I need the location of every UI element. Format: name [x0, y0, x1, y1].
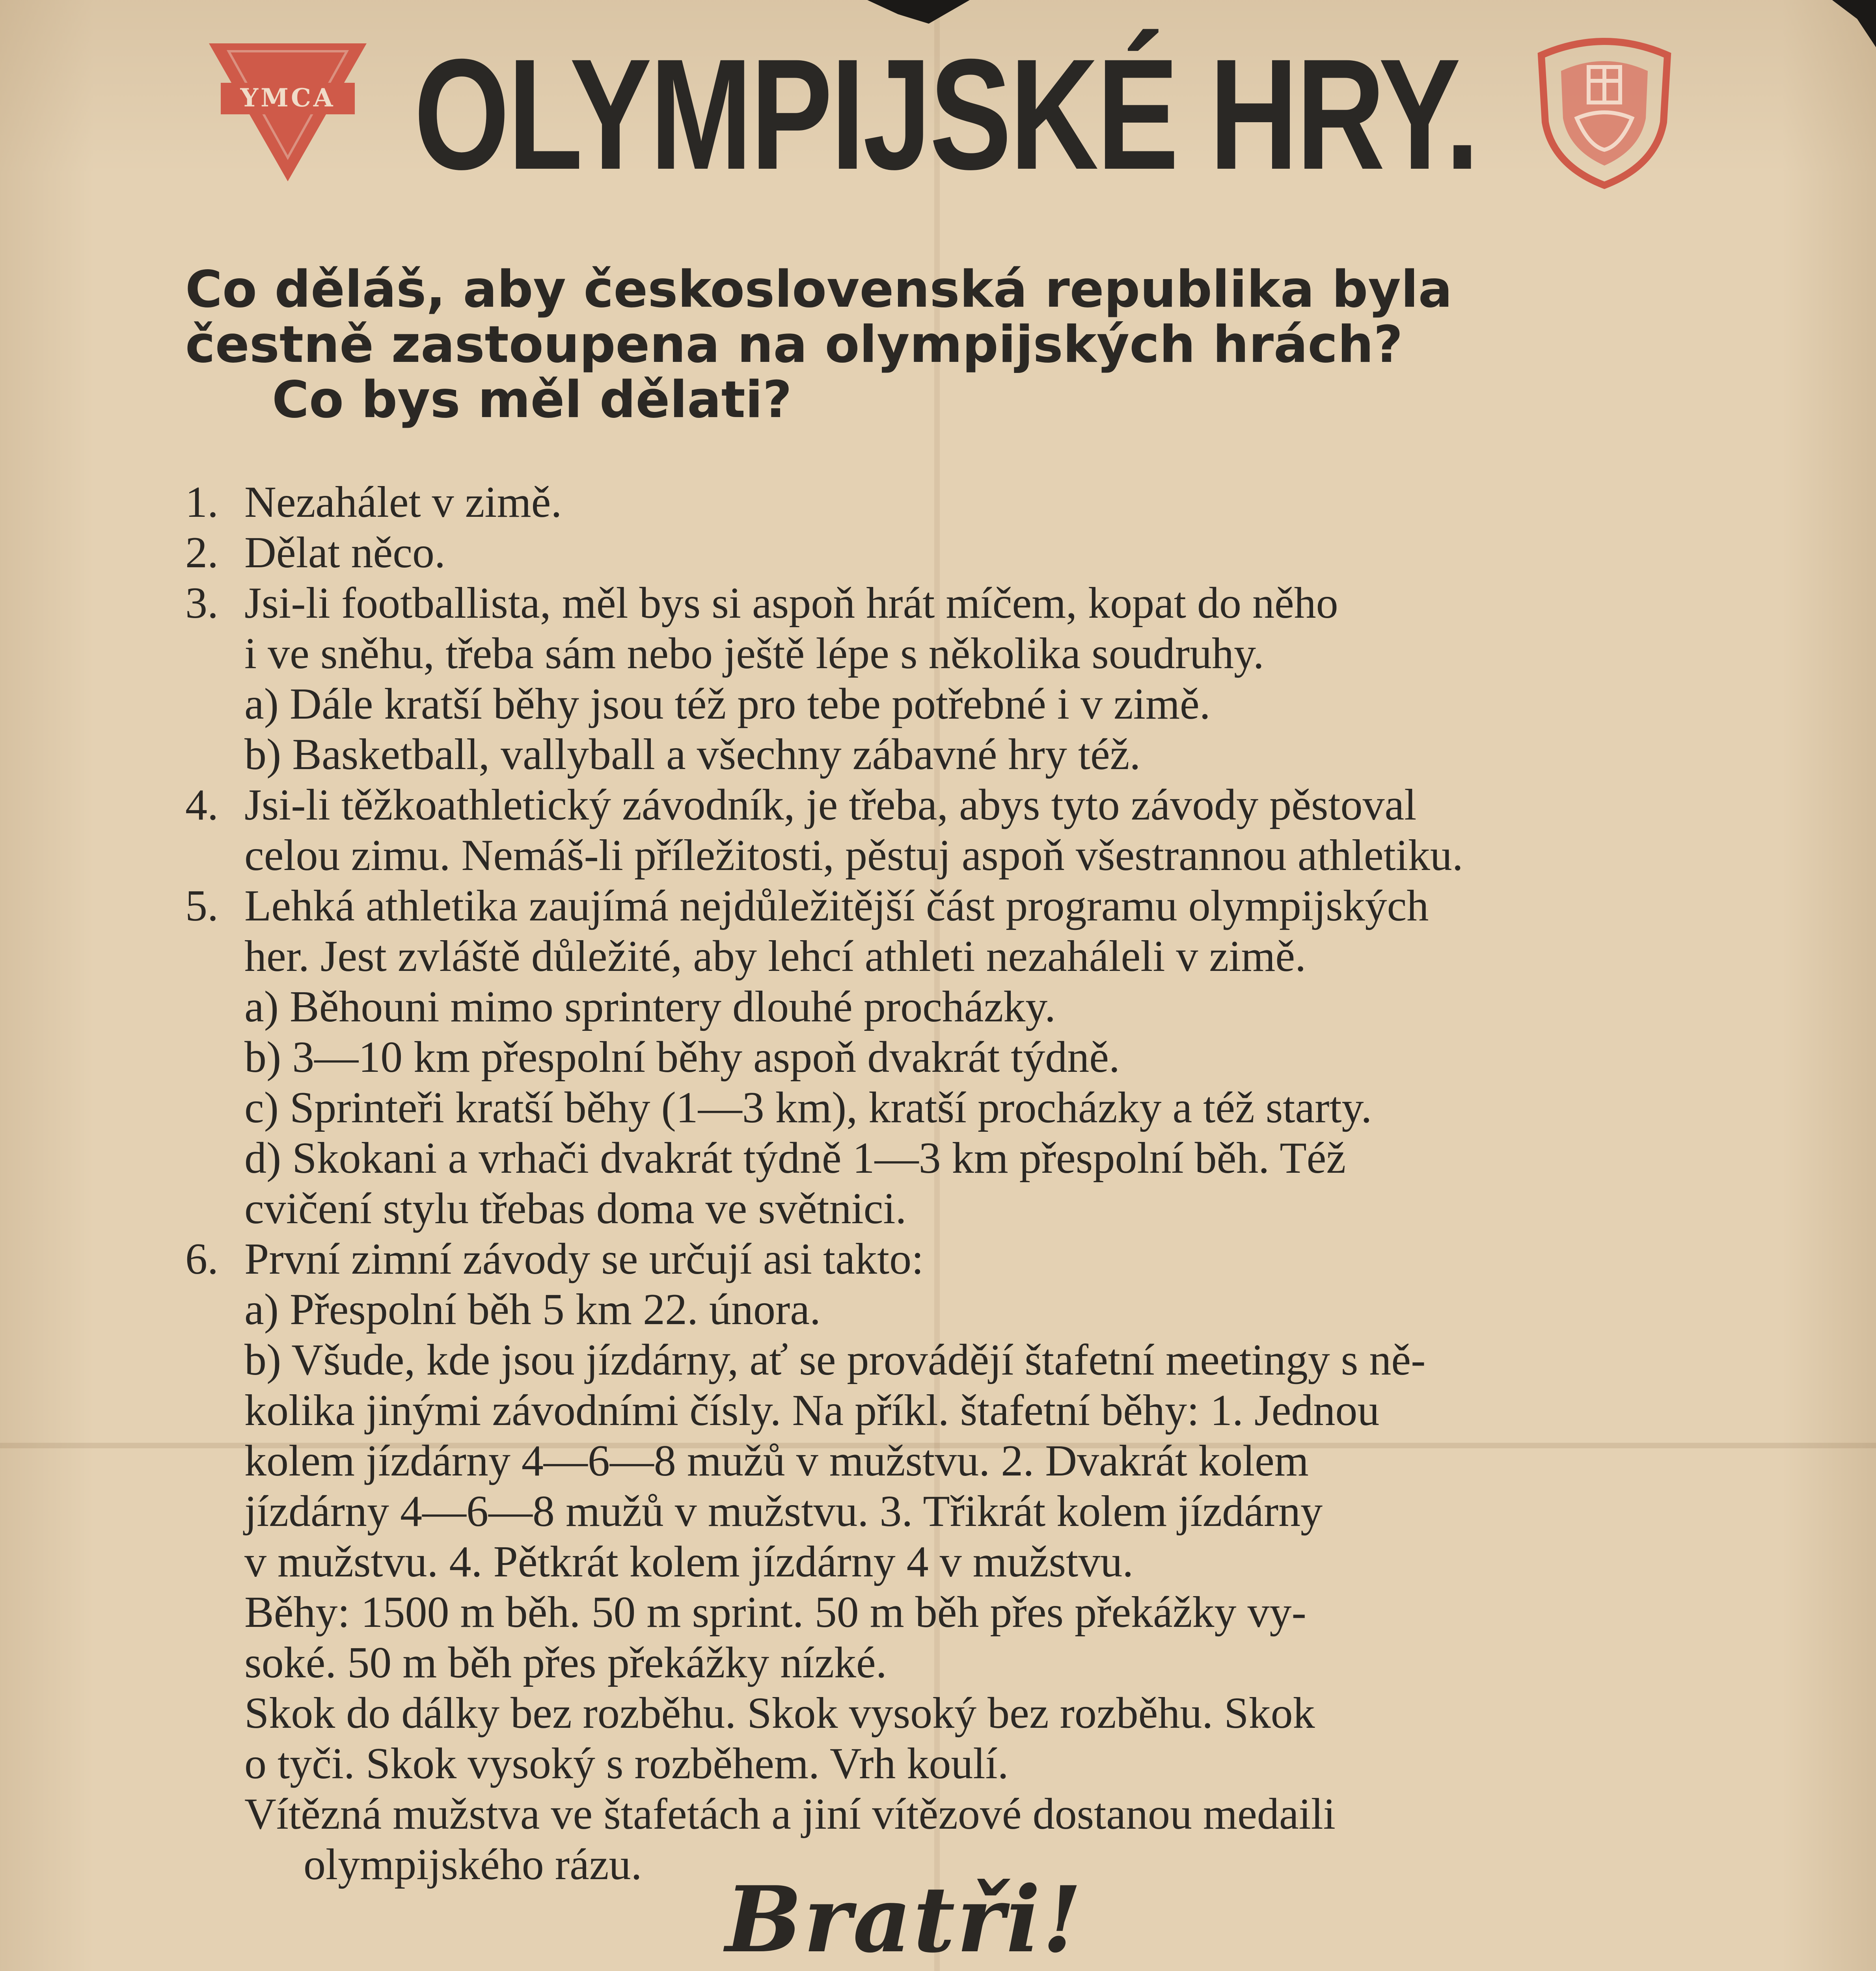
item-line: Nezahálet v zimě.: [244, 478, 562, 527]
czechoslovak-crest-icon: [1529, 32, 1679, 189]
item-line: o tyči. Skok vysoký s rozběhem. Vrh koulí.: [244, 1739, 1009, 1788]
item-line: kolem jízdárny 4—6—8 mužů v mužstvu. 2. Dvakrát kolem: [244, 1436, 1309, 1485]
item-line: celou zimu. Nemáš-li příležitosti, pěstuj aspoň všestrannou athletiku.: [244, 831, 1463, 880]
item-line: cvičení stylu třebas doma ve světnici.: [244, 1184, 907, 1233]
item-line: v mužstvu. 4. Pětkrát kolem jízdárny 4 v mužstvu.: [244, 1537, 1134, 1586]
page-title: OLYMPIJSKÉ HRY.: [414, 26, 1478, 202]
item-number: 2.: [185, 528, 218, 577]
question-line: Co děláš, aby československá republika byla: [185, 260, 1453, 319]
item-line: Jsi-li footballista, měl bys si aspoň hrát míčem, kopat do něho: [244, 579, 1338, 628]
item-number: 4.: [185, 781, 218, 829]
item-number: 5.: [185, 881, 218, 930]
item-line: a) Dále kratší běhy jsou též pro tebe potřebné i v zimě.: [244, 680, 1211, 728]
ymca-logo-text: YMCA: [240, 83, 335, 113]
question-line: Co bys měl dělati?: [272, 371, 792, 429]
item-line: olympijského rázu.: [304, 1840, 642, 1889]
question-line: čestně zastoupena na olympijských hrách?: [185, 315, 1403, 374]
item-line: Jsi-li těžkoathletický závodník, je třeba, abys tyto závody pěstoval: [244, 781, 1417, 829]
item-line: c) Sprinteři kratší běhy (1—3 km), kratší procházky a též starty.: [244, 1083, 1372, 1132]
item-line: b) 3—10 km přespolní běhy aspoň dvakrát týdně.: [244, 1033, 1120, 1082]
item-line: her. Jest zvláště důležité, aby lehcí athleti nezaháleli v zimě.: [244, 932, 1306, 981]
item-line: i ve sněhu, třeba sám nebo ještě lépe s několika soudruhy.: [244, 629, 1264, 678]
item-line: První zimní závody se určují asi takto:: [244, 1235, 924, 1284]
item-line: soké. 50 m běh přes překážky nízké.: [244, 1638, 887, 1687]
item-number: 6.: [185, 1235, 218, 1284]
item-line: Dělat něco.: [244, 528, 445, 577]
item-line: b) Basketball, vallyball a všechny zábavné hry též.: [244, 730, 1141, 779]
item-line: Lehká athletika zaujímá nejdůležitější část programu olympijských: [244, 881, 1429, 930]
item-number: 3.: [185, 579, 218, 628]
item-line: a) Přespolní běh 5 km 22. února.: [244, 1285, 821, 1334]
item-line: Skok do dálky bez rozběhu. Skok vysoký bez rozběhu. Skok: [244, 1689, 1315, 1738]
ymca-logo: [205, 39, 371, 189]
item-number: 1.: [185, 478, 218, 527]
item-line: b) Všude, kde jsou jízdárny, ať se provádějí štafetní meetingy s ně-: [244, 1336, 1426, 1384]
item-line: jízdárny 4—6—8 mužů v mužstvu. 3. Třikrát kolem jízdárny: [244, 1487, 1323, 1536]
instructions-list: [185, 477, 1667, 1889]
appeal-heading: Bratři!: [725, 1867, 1084, 1971]
item-line: Vítězná mužstva ve štafetách a jiní vítězové dostanou medaili: [244, 1790, 1336, 1839]
item-line: kolika jinými závodními čísly. Na příkl. štafetní běhy: 1. Jednou: [244, 1386, 1380, 1435]
item-line: d) Skokani a vrhači dvakrát týdně 1—3 km přespolní běh. Též: [244, 1134, 1346, 1183]
item-line: a) Běhouni mimo sprintery dlouhé procházky.: [244, 982, 1056, 1031]
item-line: Běhy: 1500 m běh. 50 m sprint. 50 m běh přes překážky vy-: [244, 1588, 1306, 1637]
